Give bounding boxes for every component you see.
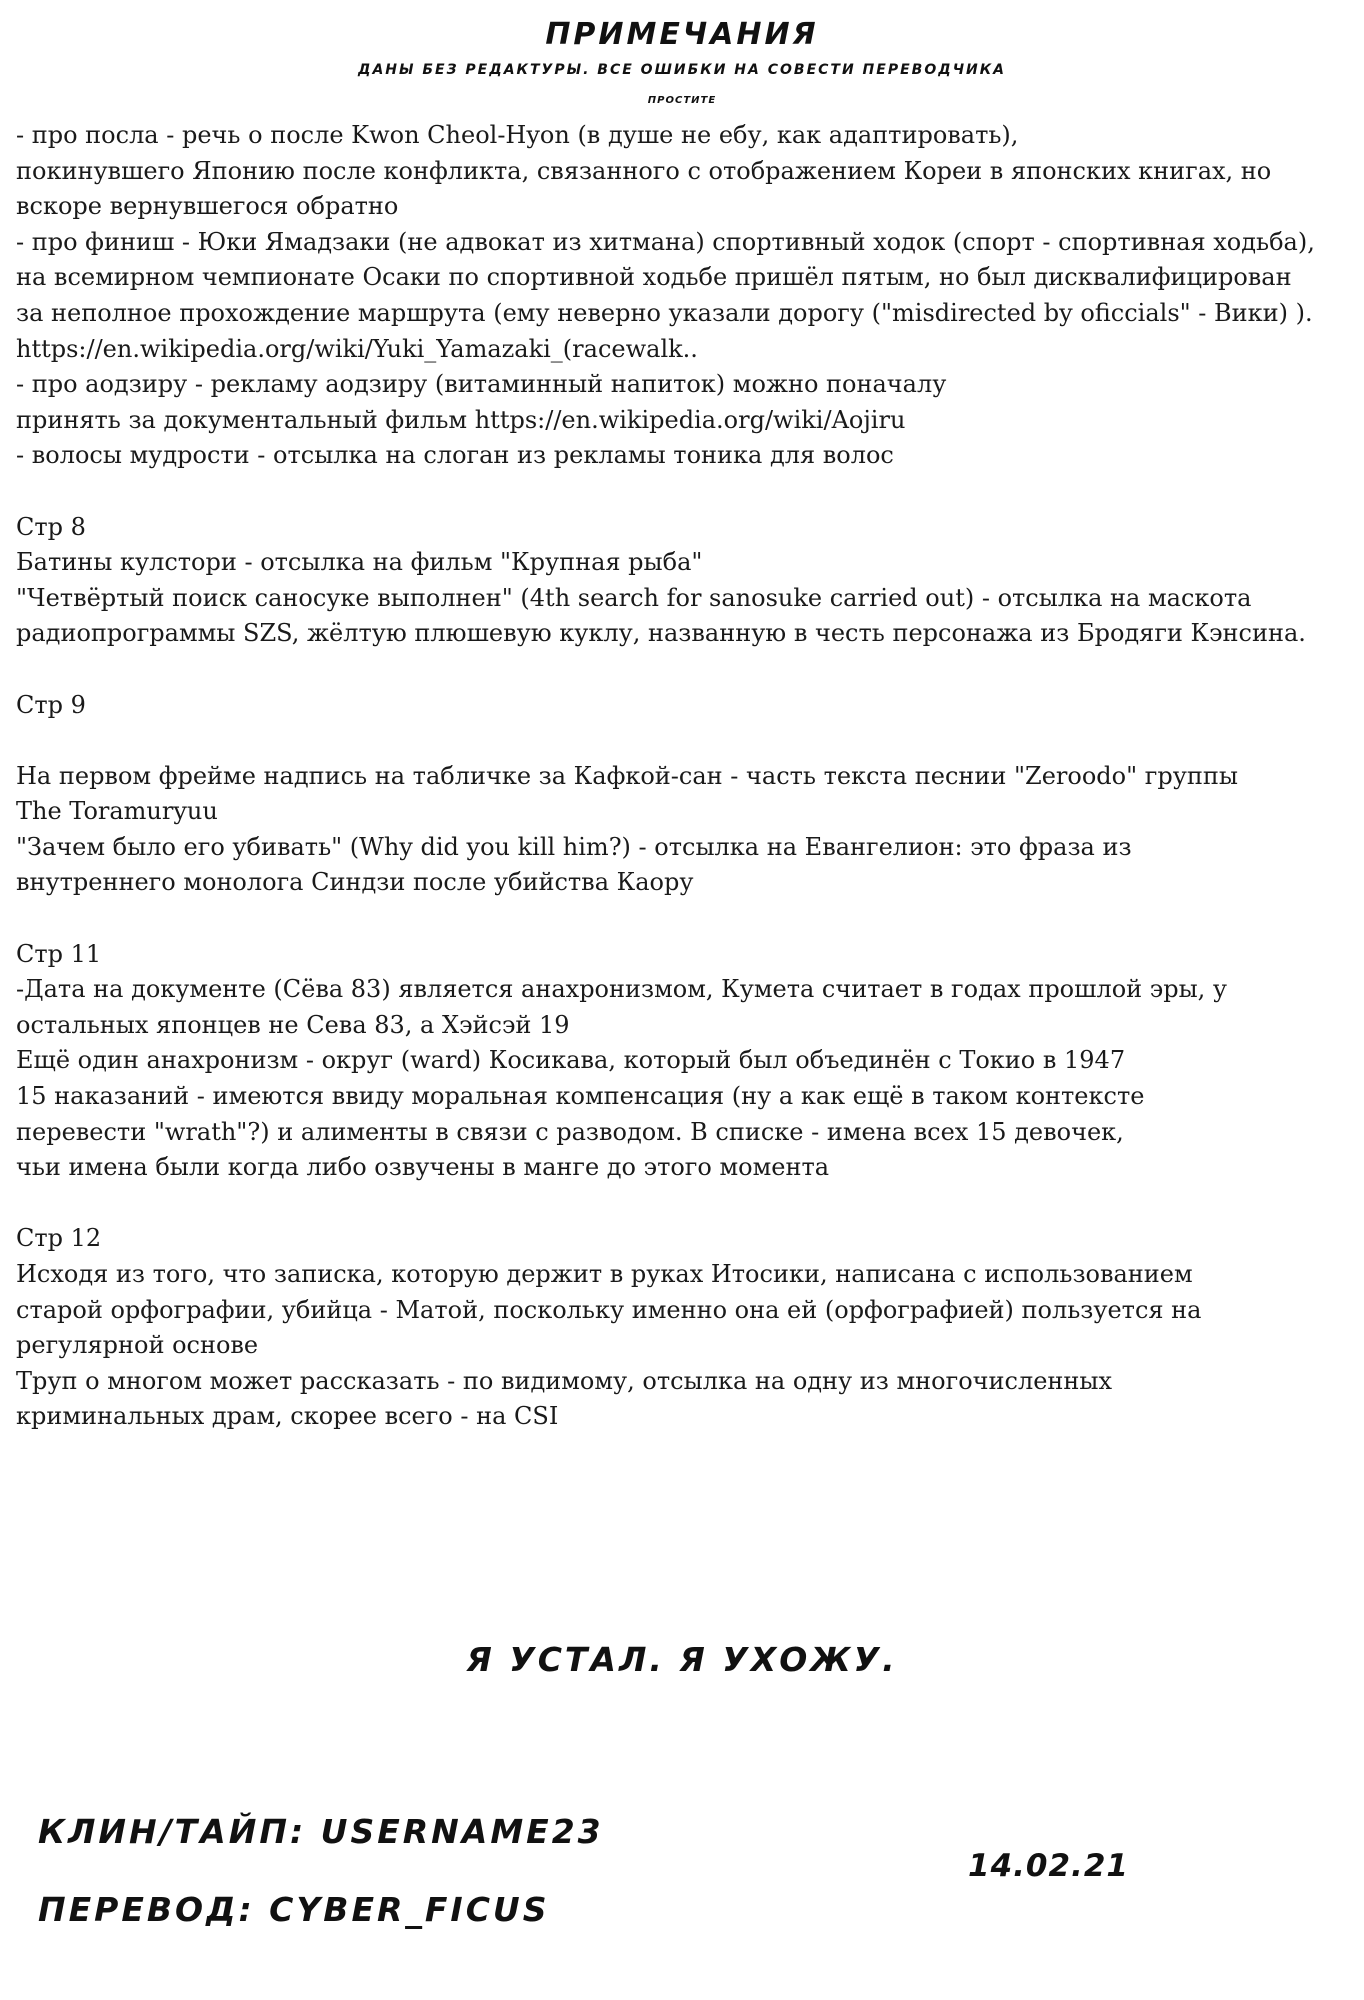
note-line: старой орфографии, убийца - Матой, поскольку именно она ей (орфографией) пользуется на [16, 1295, 1202, 1324]
blank-line [16, 1186, 1356, 1222]
note-line: регулярной основе [16, 1331, 259, 1360]
note-line: покинувшего Японию после конфликта, связанного с отображением Кореи в японских книгах, но [16, 156, 1272, 185]
note-line: "Четвёртый поиск саносуке выполнен" (4th search for sanosuke carried out) - отсылка на маскота [16, 583, 1252, 612]
note-line: Стр 11 [16, 939, 102, 968]
note-line: Труп о многом может рассказать - по видимому, отсылка на одну из многочисленных [16, 1366, 1113, 1395]
note-line: - волосы мудрости - отсылка на слоган из рекламы тоника для волос [16, 441, 894, 470]
closing-message: Я УСТАЛ. Я УХОЖУ. [466, 1640, 898, 1679]
note-line: остальных японцев не Сева 83, а Хэйсэй 19 [16, 1010, 570, 1039]
note-line: Ещё один анахронизм - округ (ward) Косикава, который был объединён с Токио в 1947 [16, 1046, 1126, 1075]
blank-line [16, 723, 1356, 759]
page-title: ПРИМЕЧАНИЯ [545, 17, 819, 52]
note-line: Стр 8 [16, 512, 86, 541]
note-line: криминальных драм, скорее всего - на CSI [16, 1402, 559, 1431]
note-line: Стр 12 [16, 1224, 102, 1253]
release-date: 14.02.21 [968, 1848, 1129, 1884]
note-line: Батины кулстори - отсылка на фильм "Крупная рыба" [16, 548, 703, 577]
credit-translation: ПЕРЕВОД: CYBER_FICUS [38, 1890, 550, 1929]
credit-clean-type: КЛИН/ТАЙП: USERNAME23 [38, 1812, 604, 1851]
note-line: На первом фрейме надпись на табличке за Кафкой-сан - часть текста песнии "Zeroodo" группы [16, 761, 1238, 790]
note-line: принять за документальный фильм https://en.wikipedia.org/wiki/Aojiru [16, 405, 906, 434]
note-line: вскоре вернувшегося обратно [16, 192, 399, 221]
note-line: чьи имена были когда либо озвучены в манге до этого момента [16, 1153, 830, 1182]
note-line: Стр 9 [16, 690, 86, 719]
note-line: перевести "wrath"?) и алименты в связи с разводом. В списке - имена всех 15 девочек, [16, 1117, 1124, 1146]
note-line: 15 наказаний - имеются ввиду моральная компенсация (ну а как ещё в таком контексте [16, 1082, 1145, 1111]
note-line: "Зачем было его убивать" (Why did you kill him?) - отсылка на Евангелион: это фраза из [16, 832, 1132, 861]
note-line: внутреннего монолога Синдзи после убийства Каору [16, 868, 694, 897]
blank-line [16, 474, 1356, 510]
note-line: - про посла - речь о после Kwon Cheol-Hyon (в душе не ебу, как адаптировать), [16, 121, 1019, 149]
note-line: на всемирном чемпионате Осаки по спортивной ходьбе пришёл пятым, но был дисквалифицирован [16, 263, 1292, 292]
note-line: https://en.wikipedia.org/wiki/Yuki_Yamazaki_(racewalk.. [16, 334, 698, 363]
note-line: - про аодзиру - рекламу аодзиру (витаминный напиток) можно поначалу [16, 370, 947, 399]
note-line: - про финиш - Юки Ямадзаки (не адвокат из хитмана) спортивный ходок (спорт - спортивная ходьба), [16, 227, 1315, 256]
blank-line [16, 901, 1356, 937]
note-line: The Toramuryuu [16, 797, 218, 826]
blank-line [16, 652, 1356, 688]
note-line: радиопрограммы SZS, жёлтую плюшевую куклу, названную в честь персонажа из Бродяги Кэнсина. [16, 619, 1306, 648]
notes-body [16, 118, 1356, 1435]
note-line: Исходя из того, что записка, которую держит в руках Итосики, написана с использованием [16, 1260, 1193, 1288]
page-subtitle: ДАНЫ БЕЗ РЕДАКТУРЫ. ВСЕ ОШИБКИ НА СОВЕСТИ ПЕРЕВОДЧИКА [357, 62, 1007, 78]
apology-note: ПРОСТИТЕ [647, 95, 717, 106]
note-line: -Дата на документе (Сёва 83) является анахронизмом, Кумета считает в годах прошлой эры, у [16, 975, 1228, 1004]
note-line: за неполное прохождение маршрута (ему неверно указали дорогу ("misdirected by oficcials" - Вики) ). [16, 298, 1313, 327]
